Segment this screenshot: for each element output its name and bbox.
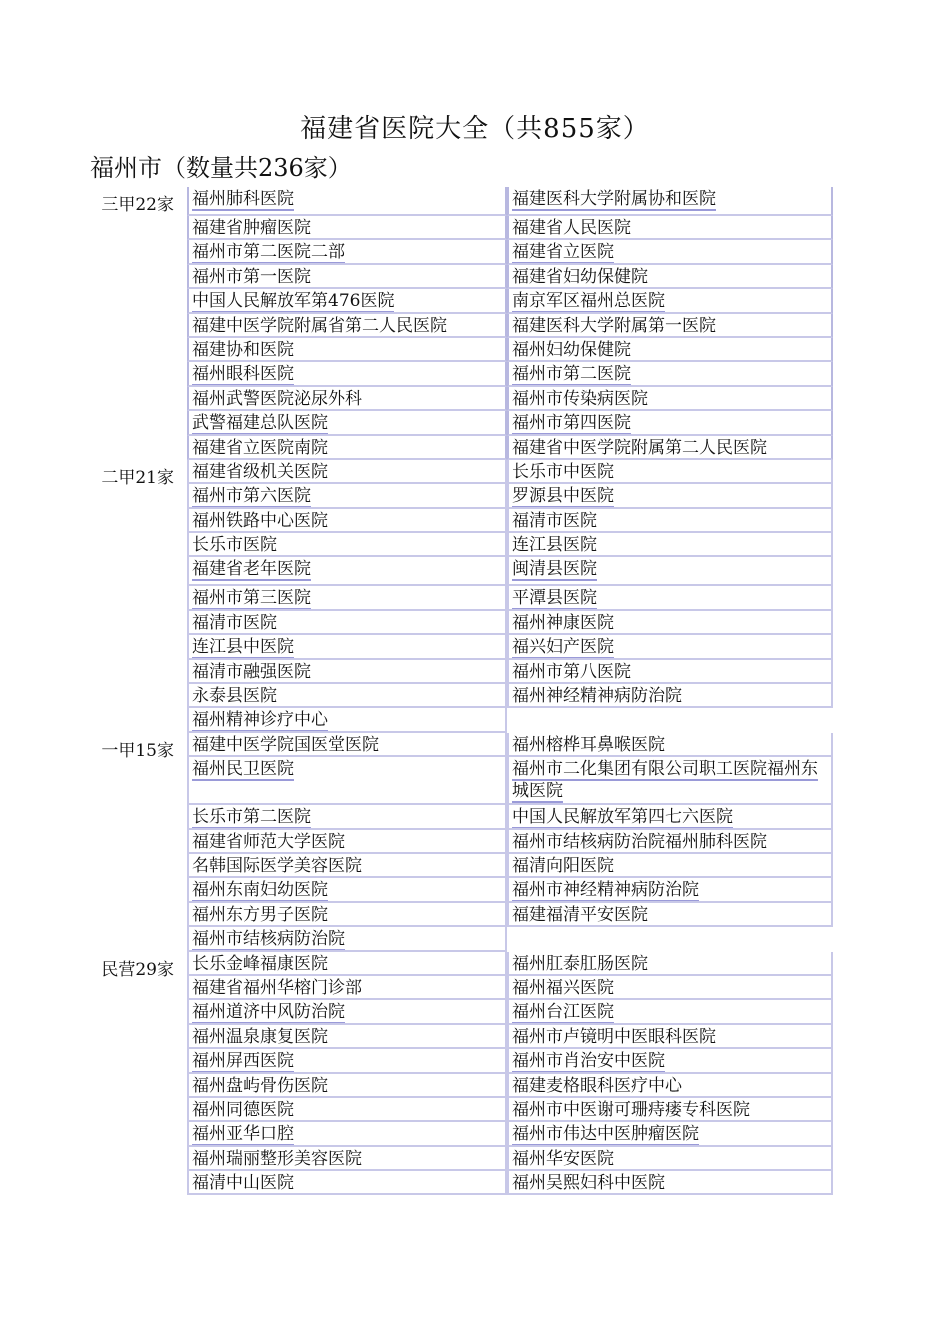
hospital-link[interactable]: 福州吴熙妇科中医院 (512, 1173, 665, 1194)
category-spacer (90, 1122, 187, 1146)
category-label: 民营29家 (101, 959, 174, 980)
hospital-cell[interactable] (507, 314, 833, 338)
hospital-cell[interactable] (187, 289, 507, 313)
hospital-cell[interactable] (507, 830, 833, 854)
hospital-link[interactable]: 福建省中医学院附属第二人民医院 (512, 437, 767, 458)
table-row (90, 484, 850, 508)
hospital-link[interactable]: 福清中山医院 (192, 1173, 294, 1194)
hospital-link[interactable]: 福州市中医谢可珊痔瘘专科医院 (512, 1099, 750, 1120)
hospital-link[interactable]: 福州市传染病医院 (512, 388, 648, 409)
hospital-link[interactable]: 福州东方男子医院 (192, 904, 328, 925)
hospital-cell[interactable] (187, 1171, 507, 1195)
hospital-link[interactable]: 福州民卫医院 (192, 759, 294, 780)
hospital-link[interactable]: 福建中医学院附属省第二人民医院 (192, 315, 447, 336)
hospital-cell[interactable] (187, 265, 507, 289)
category-spacer (90, 611, 187, 635)
hospital-cell[interactable] (507, 733, 833, 757)
hospital-link[interactable]: 福州榕桦耳鼻喉医院 (512, 734, 665, 755)
hospital-link[interactable]: 福州精神诊疗中心 (192, 710, 328, 731)
hospital-link[interactable]: 福州眼科医院 (192, 364, 294, 385)
hospital-cell[interactable] (187, 1098, 507, 1122)
hospital-link[interactable]: 南京军区福州总医院 (512, 291, 665, 312)
hospital-cell[interactable] (507, 635, 833, 659)
hospital-cell[interactable] (507, 1098, 833, 1122)
category-spacer (90, 1098, 187, 1122)
table-row (90, 684, 850, 708)
hospital-link[interactable]: 连江县医院 (512, 535, 597, 556)
section-1 (90, 187, 850, 460)
hospital-cell[interactable] (507, 436, 833, 460)
table-row (90, 557, 850, 586)
hospital-link[interactable]: 平潭县医院 (512, 588, 597, 609)
category-label: 一甲15家 (101, 740, 174, 761)
hospital-cell[interactable] (187, 1000, 507, 1024)
hospital-link[interactable]: 福州铁路中心医院 (192, 510, 328, 531)
table-row (90, 460, 850, 488)
hospital-cell[interactable] (507, 1074, 833, 1098)
table-row (90, 660, 850, 684)
hospital-link[interactable]: 福建省人民医院 (512, 218, 631, 238)
hospital-link[interactable]: 闽清县医院 (512, 559, 597, 580)
hospital-cell[interactable] (507, 952, 833, 976)
category-spacer (90, 338, 187, 362)
hospital-cell[interactable] (187, 903, 507, 927)
hospital-link[interactable]: 福州盘屿骨伤医院 (192, 1075, 328, 1096)
category-spacer (90, 586, 187, 610)
category-spacer (90, 1147, 187, 1171)
hospital-link[interactable]: 福州肛泰肛肠医院 (512, 953, 648, 974)
hospital-cell[interactable] (507, 660, 833, 684)
hospital-link[interactable]: 福州神经精神病防治院 (512, 686, 682, 707)
hospital-cell[interactable] (507, 509, 833, 533)
hospital-cell[interactable] (507, 684, 833, 708)
hospital-cell[interactable] (187, 854, 507, 878)
hospital-cell[interactable] (507, 460, 833, 484)
table-row (90, 903, 850, 927)
category-spacer (90, 1171, 187, 1195)
hospital-link[interactable]: 福州市结核病防治院 (192, 929, 345, 950)
category-spacer (90, 1049, 187, 1073)
table-row (90, 708, 850, 732)
table-row (90, 240, 850, 264)
hospital-cell[interactable] (187, 362, 507, 386)
category-spacer (90, 484, 187, 508)
hospital-link[interactable]: 福清市融强医院 (192, 661, 311, 682)
hospital-link[interactable]: 福建省肿瘤医院 (192, 218, 311, 238)
empty-cell (507, 927, 833, 951)
hospital-cell[interactable] (187, 187, 507, 216)
hospital-link[interactable]: 福州市第六医院 (192, 486, 311, 507)
hospital-link[interactable]: 连江县中医院 (192, 637, 294, 658)
hospital-cell[interactable] (187, 314, 507, 338)
hospital-cell[interactable] (507, 557, 833, 586)
category-spacer (90, 387, 187, 411)
hospital-link[interactable]: 福州市第二医院二部 (192, 242, 345, 263)
table-row (90, 533, 850, 557)
category-spacer (90, 635, 187, 659)
hospital-link[interactable]: 福州市卢镜明中医眼科医院 (512, 1026, 716, 1047)
hospital-link[interactable]: 福州台江医院 (512, 1002, 614, 1023)
hospital-link[interactable]: 福建省级机关医院 (192, 461, 328, 482)
hospital-link[interactable]: 长乐金峰福康医院 (192, 953, 328, 974)
hospital-cell[interactable] (187, 216, 507, 240)
hospital-link[interactable]: 福清市医院 (192, 612, 277, 633)
hospital-link[interactable]: 永泰县医院 (192, 686, 277, 707)
hospital-cell[interactable] (507, 976, 833, 1000)
hospital-cell[interactable] (507, 1122, 833, 1146)
hospital-link[interactable]: 中国人民解放军第476医院 (192, 291, 395, 312)
hospital-cell[interactable] (507, 265, 833, 289)
category-spacer (90, 757, 187, 805)
category-spacer (90, 660, 187, 684)
category-spacer (90, 509, 187, 533)
hospital-cell[interactable] (187, 557, 507, 586)
table-row (90, 387, 850, 411)
hospital-link[interactable]: 福建麦格眼科医疗中心 (512, 1075, 682, 1096)
category-spacer (90, 854, 187, 878)
category-spacer (90, 314, 187, 338)
table-row (90, 878, 850, 902)
hospital-cell[interactable] (187, 660, 507, 684)
table-row (90, 314, 850, 338)
hospital-link[interactable]: 福州武警医院泌尿外科 (192, 388, 362, 409)
hospital-link[interactable]: 武警福建总队医院 (192, 413, 328, 434)
hospital-link[interactable]: 福州市二化集团有限公司职工医院福州东城医院 (512, 759, 818, 802)
hospital-cell[interactable] (507, 411, 833, 435)
hospital-cell[interactable] (507, 854, 833, 878)
hospital-link[interactable]: 福建省立医院 (512, 242, 614, 263)
hospital-table (90, 187, 850, 1195)
hospital-cell[interactable] (507, 484, 833, 508)
hospital-link[interactable]: 长乐市第二医院 (192, 807, 311, 828)
section-3 (90, 733, 850, 952)
hospital-cell[interactable] (187, 952, 507, 976)
hospital-cell[interactable] (507, 805, 833, 829)
hospital-cell[interactable] (507, 611, 833, 635)
table-row (90, 805, 850, 829)
hospital-cell[interactable] (507, 1025, 833, 1049)
hospital-link[interactable]: 长乐市医院 (192, 535, 277, 556)
table-row (90, 411, 850, 435)
hospital-link[interactable]: 福州市第一医院 (192, 266, 311, 287)
category-spacer (90, 1000, 187, 1024)
table-row (90, 362, 850, 386)
table-row (90, 338, 850, 362)
hospital-cell[interactable] (187, 805, 507, 829)
hospital-link[interactable]: 福州肺科医院 (192, 189, 294, 209)
empty-cell (507, 708, 833, 732)
table-row (90, 757, 850, 805)
table-row (90, 830, 850, 854)
hospital-link[interactable]: 福建中医学院国医堂医院 (192, 734, 379, 755)
table-row (90, 976, 850, 1000)
hospital-cell[interactable] (507, 903, 833, 927)
hospital-link[interactable]: 福州温泉康复医院 (192, 1026, 328, 1047)
hospital-cell[interactable] (187, 533, 507, 557)
category-spacer (90, 1074, 187, 1098)
hospital-cell[interactable] (187, 411, 507, 435)
category-spacer (90, 927, 187, 951)
hospital-link[interactable]: 福州华安医院 (512, 1148, 614, 1169)
category-spacer (90, 533, 187, 557)
hospital-cell[interactable] (187, 460, 507, 484)
hospital-link[interactable]: 福建省妇幼保健院 (512, 266, 648, 287)
hospital-link[interactable]: 福兴妇产医院 (512, 637, 614, 658)
hospital-cell[interactable] (187, 387, 507, 411)
hospital-cell[interactable] (187, 733, 507, 757)
hospital-link[interactable]: 福清市医院 (512, 510, 597, 531)
table-row (90, 1025, 850, 1049)
hospital-link[interactable]: 福州屏西医院 (192, 1051, 294, 1072)
hospital-link[interactable]: 福建福清平安医院 (512, 904, 648, 925)
hospital-cell[interactable] (187, 1025, 507, 1049)
hospital-link[interactable]: 福建省老年医院 (192, 559, 311, 580)
table-row (90, 927, 850, 951)
table-row (90, 586, 850, 610)
hospital-cell[interactable] (507, 289, 833, 313)
table-row (90, 1098, 850, 1122)
hospital-link[interactable]: 福州道济中风防治院 (192, 1002, 345, 1023)
table-row (90, 509, 850, 533)
category-spacer (90, 708, 187, 732)
hospital-cell[interactable] (507, 187, 833, 216)
hospital-link[interactable]: 福州市伟达中医肿瘤医院 (512, 1124, 699, 1145)
hospital-link[interactable]: 福州市第八医院 (512, 661, 631, 682)
hospital-cell[interactable] (507, 878, 833, 902)
category-spacer (90, 557, 187, 586)
hospital-link[interactable]: 中国人民解放军第四七六医院 (512, 807, 733, 828)
table-row (90, 1171, 850, 1195)
hospital-cell[interactable] (187, 757, 507, 805)
hospital-link[interactable]: 福建省福州华榕门诊部 (192, 977, 362, 998)
category-label: 三甲22家 (101, 195, 174, 215)
hospital-cell[interactable] (187, 830, 507, 854)
hospital-cell[interactable] (507, 1147, 833, 1171)
section-4 (90, 952, 850, 1196)
hospital-link[interactable]: 福州市第二医院 (512, 364, 631, 385)
hospital-cell[interactable] (187, 635, 507, 659)
hospital-cell[interactable] (507, 387, 833, 411)
hospital-link[interactable]: 福建协和医院 (192, 339, 294, 360)
hospital-link[interactable]: 福建省立医院南院 (192, 437, 328, 458)
hospital-link[interactable]: 福州市神经精神病防治院 (512, 880, 699, 901)
hospital-link[interactable]: 福清向阳医院 (512, 855, 614, 876)
hospital-cell[interactable] (507, 586, 833, 610)
hospital-cell[interactable] (187, 509, 507, 533)
section-2 (90, 460, 850, 733)
category-spacer (90, 830, 187, 854)
page-title: 福建省医院大全（共855家） (300, 114, 650, 144)
hospital-link[interactable]: 福州神康医院 (512, 612, 614, 633)
hospital-link[interactable]: 福州市结核病防治院福州肺科医院 (512, 831, 767, 852)
hospital-cell[interactable] (507, 533, 833, 557)
hospital-cell[interactable] (507, 1049, 833, 1073)
table-row (90, 854, 850, 878)
category-label: 二甲21家 (101, 467, 174, 488)
category-spacer (90, 216, 187, 240)
category-spacer (90, 976, 187, 1000)
hospital-cell[interactable] (507, 1000, 833, 1024)
table-row (90, 436, 850, 460)
hospital-cell[interactable] (187, 708, 507, 732)
category-spacer (90, 265, 187, 289)
hospital-link[interactable]: 福建医科大学附属协和医院 (512, 189, 716, 209)
table-row (90, 952, 850, 980)
hospital-link[interactable]: 福州市肖治安中医院 (512, 1051, 665, 1072)
hospital-link[interactable]: 福州市第三医院 (192, 588, 311, 609)
hospital-cell[interactable] (187, 586, 507, 610)
table-row (90, 1122, 850, 1146)
table-row (90, 1000, 850, 1024)
hospital-cell[interactable] (187, 436, 507, 460)
hospital-cell[interactable] (187, 684, 507, 708)
hospital-link[interactable]: 福州东南妇幼医院 (192, 880, 328, 901)
table-row (90, 733, 850, 761)
table-row (90, 1147, 850, 1171)
hospital-cell[interactable] (507, 757, 833, 805)
city-subtitle: 福州市（数量共236家） (90, 154, 352, 182)
hospital-link[interactable]: 福州市第四医院 (512, 413, 631, 434)
hospital-link[interactable]: 福州同德医院 (192, 1099, 294, 1120)
category-spacer (90, 878, 187, 902)
category-spacer (90, 436, 187, 460)
hospital-cell[interactable] (187, 878, 507, 902)
hospital-link[interactable]: 福建医科大学附属第一医院 (512, 315, 716, 336)
hospital-cell[interactable] (187, 338, 507, 362)
category-spacer (90, 289, 187, 313)
hospital-link[interactable]: 福州妇幼保健院 (512, 339, 631, 360)
hospital-cell[interactable] (187, 1049, 507, 1073)
table-row (90, 1049, 850, 1073)
hospital-link[interactable]: 福州福兴医院 (512, 977, 614, 998)
hospital-cell[interactable] (187, 240, 507, 264)
hospital-cell[interactable] (507, 362, 833, 386)
hospital-cell[interactable] (187, 611, 507, 635)
hospital-link[interactable]: 罗源县中医院 (512, 486, 614, 507)
hospital-link[interactable]: 福建省师范大学医院 (192, 831, 345, 852)
hospital-cell[interactable] (507, 216, 833, 240)
hospital-cell[interactable] (187, 1147, 507, 1171)
table-row (90, 265, 850, 289)
category-spacer (90, 684, 187, 708)
category-spacer (90, 240, 187, 264)
hospital-cell[interactable] (187, 1122, 507, 1146)
hospital-link[interactable]: 福州瑞丽整形美容医院 (192, 1148, 362, 1169)
category-spacer (90, 362, 187, 386)
table-row (90, 611, 850, 635)
table-row (90, 289, 850, 313)
hospital-cell[interactable] (507, 240, 833, 264)
hospital-link[interactable]: 福州亚华口腔 (192, 1124, 294, 1145)
hospital-cell[interactable] (187, 484, 507, 508)
hospital-cell[interactable] (187, 1074, 507, 1098)
category-spacer (90, 411, 187, 435)
hospital-cell[interactable] (507, 1171, 833, 1195)
hospital-link[interactable]: 长乐市中医院 (512, 461, 614, 482)
table-row (90, 187, 850, 216)
category-spacer (90, 805, 187, 829)
category-spacer (90, 1025, 187, 1049)
hospital-cell[interactable] (187, 927, 507, 951)
category-spacer (90, 903, 187, 927)
table-row (90, 1074, 850, 1098)
table-row (90, 216, 850, 240)
hospital-cell[interactable] (187, 976, 507, 1000)
hospital-cell[interactable] (507, 338, 833, 362)
table-row (90, 635, 850, 659)
hospital-link[interactable]: 名韩国际医学美容医院 (192, 855, 362, 876)
